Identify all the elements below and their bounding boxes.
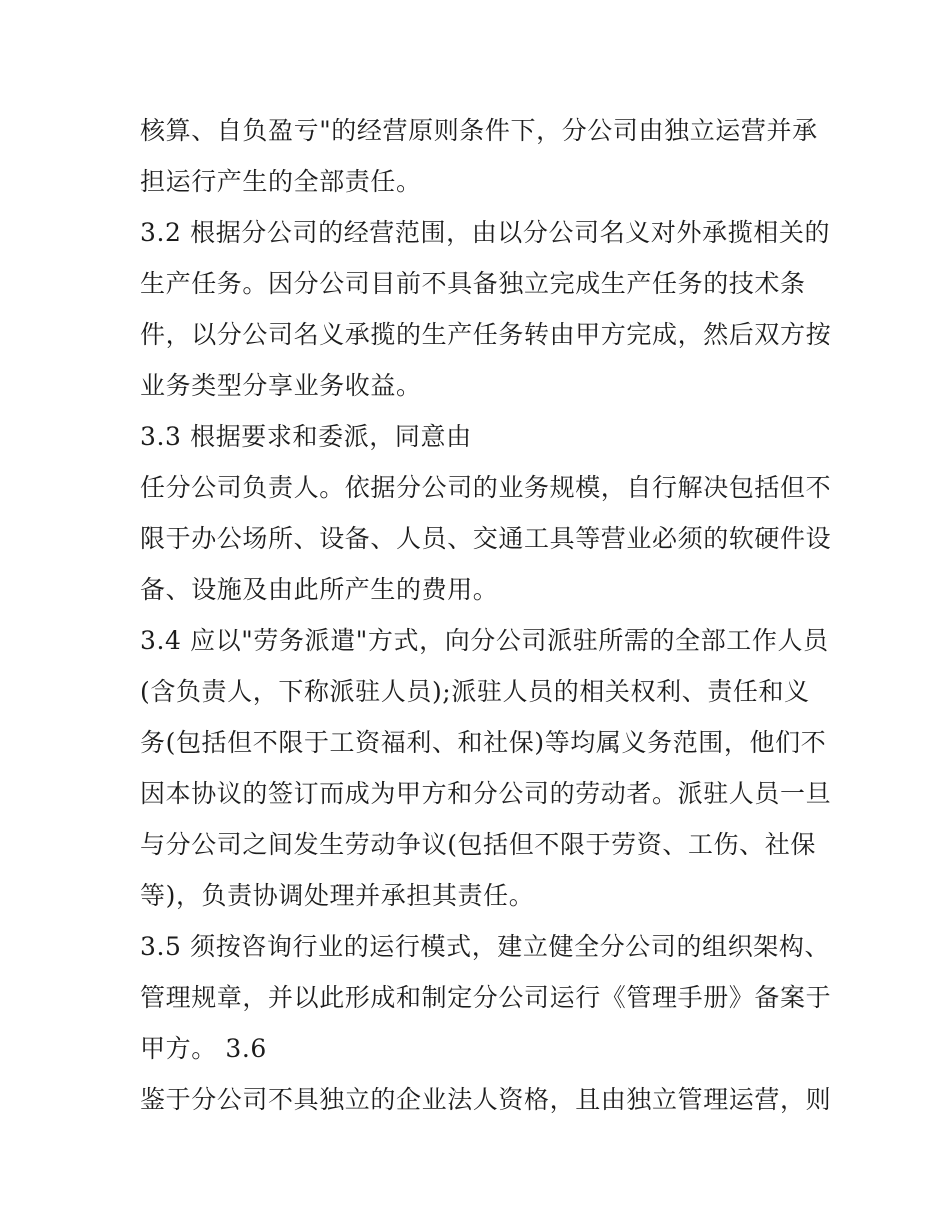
text-line: 3.2 根据分公司的经营范围，由以分公司名义对外承揽相关的 xyxy=(140,218,831,247)
text-line: 与分公司之间发生劳动争议(包括但不限于劳资、工伤、社保 xyxy=(140,830,816,859)
text-line: 甲方。 3.6 xyxy=(140,1034,267,1063)
text-line: 鉴于分公司不具独立的企业法人资格，且由独立管理运营，则 xyxy=(140,1085,832,1114)
text-line: 3.5 须按咨询行业的运行模式，建立健全分公司的组织架构、 xyxy=(140,932,831,961)
text-line: 业务类型分享业务收益。 xyxy=(140,371,422,400)
text-line: 生产任务。因分公司目前不具备独立完成生产任务的技术条 xyxy=(140,269,806,298)
text-line: 限于办公场所、设备、人员、交通工具等营业必须的软硬件设 xyxy=(140,524,832,553)
text-line: (含负责人，下称派驻人员);派驻人员的相关权利、责任和义 xyxy=(140,677,810,706)
text-line: 因本协议的签订而成为甲方和分公司的劳动者。派驻人员一旦 xyxy=(140,779,832,808)
text-line: 管理规章，并以此形成和制定分公司运行《管理手册》备案于 xyxy=(140,983,832,1012)
text-line: 任分公司负责人。依据分公司的业务规模，自行解决包括但不 xyxy=(140,473,832,502)
text-line: 件，以分公司名义承揽的生产任务转由甲方完成，然后双方按 xyxy=(140,320,832,349)
text-line: 务(包括但不限于工资福利、和社保)等均属义务范围，他们不 xyxy=(140,728,827,757)
text-line: 备、设施及由此所产生的费用。 xyxy=(140,575,499,604)
document-body xyxy=(140,105,832,1125)
text-line: 核算、自负盈亏"的经营原则条件下，分公司由独立运营并承 xyxy=(140,116,818,145)
text-line: 3.4 应以"劳务派遣"方式，向分公司派驻所需的全部工作人员 xyxy=(140,626,829,655)
text-line: 等)，负责协调处理并承担其责任。 xyxy=(140,881,535,910)
text-line: 3.3 根据要求和委派，同意由 xyxy=(140,422,472,451)
text-line: 担运行产生的全部责任。 xyxy=(140,167,422,196)
